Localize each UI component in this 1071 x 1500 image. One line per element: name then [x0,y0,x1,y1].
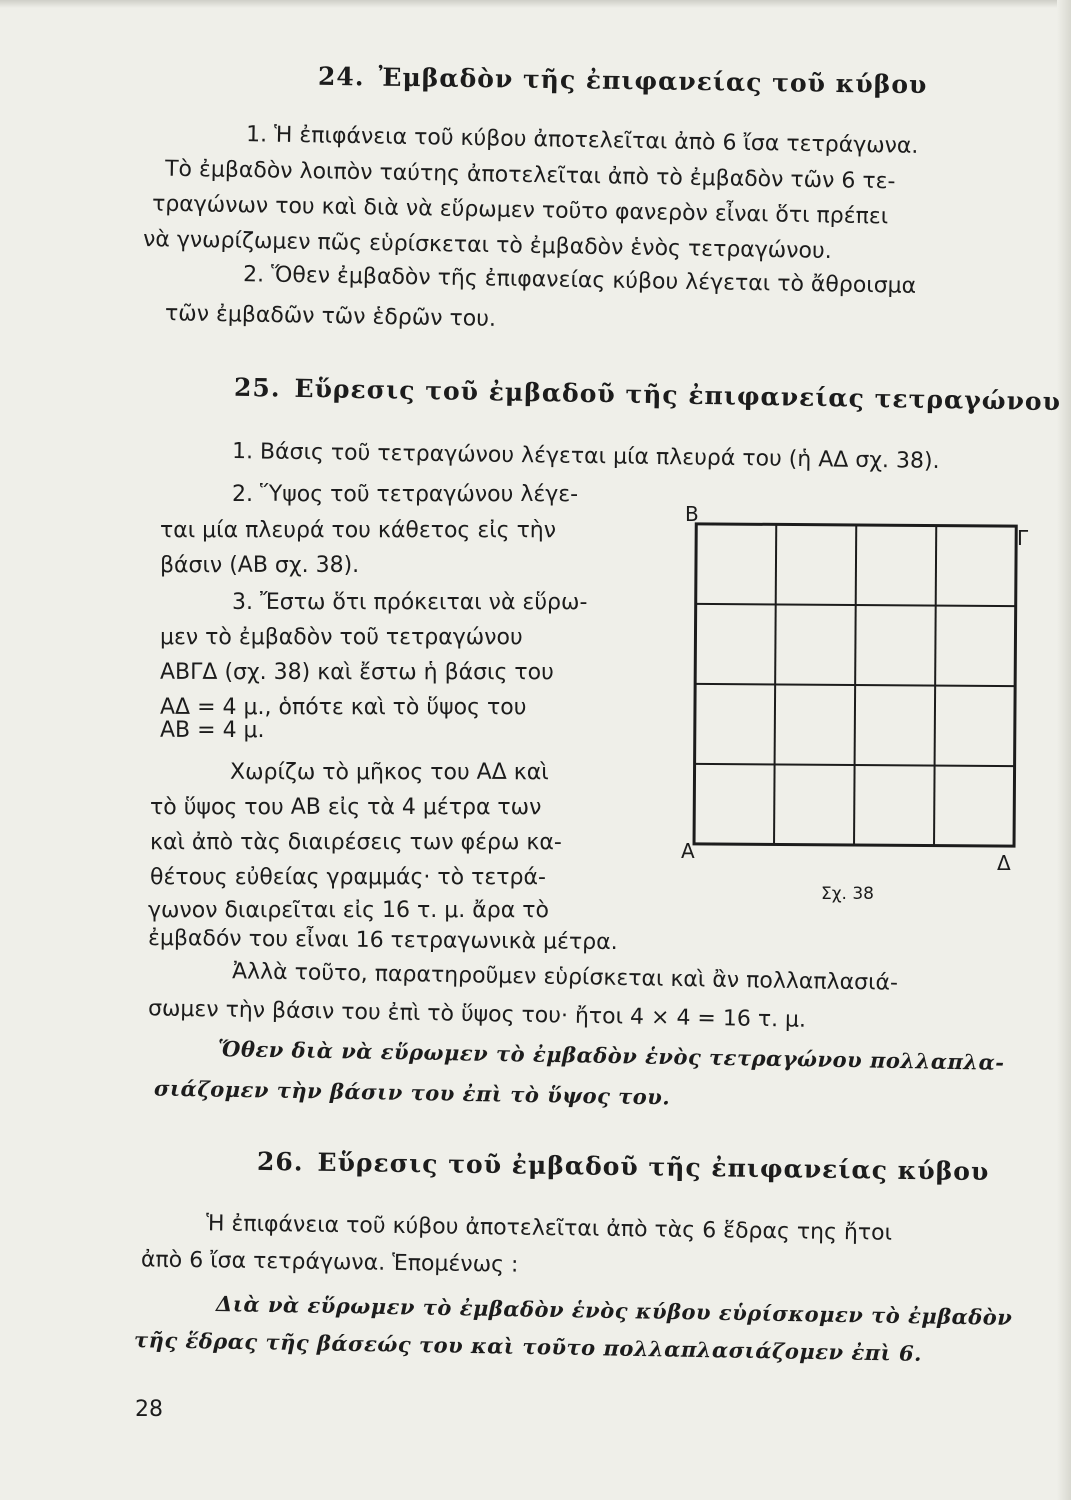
grid-square [694,524,1016,846]
page-right-edge [1057,0,1071,1500]
section-25-line-1: 1. Βάσις τοῦ τετραγώνου λέγεται μία πλευρά του (ἡ ΑΔ σχ. 38). [231,439,940,474]
section-24-line-2: Τὸ ἐμβαδὸν λοιπὸν ταύτης ἀποτελεῖται ἀπὸ τὸ ἐμβαδὸν τῶν 6 τε- [164,156,896,195]
section-25-title: Εὕρεσις τοῦ ἐμβαδοῦ τῆς ἐπιφανείας τετραγώνου [294,373,1062,417]
vertex-label-a: Α [681,839,695,863]
section-25-line-16: Ἀλλὰ τοῦτο, παρατηροῦμεν εὑρίσκεται καὶ ἂν πολλαπλασιά- [231,959,899,996]
section-25-line-11: τὸ ὕψος του ΑΒ εἰς τὰ 4 μέτρα των [150,795,542,820]
section-24-line-4: νὰ γνωρίζωμεν πῶς εὑρίσκεται τὸ ἐμβαδὸν ἑνὸς τετραγώνου. [142,226,832,265]
section-26-title: Εὕρεσις τοῦ ἐμβαδοῦ τῆς ἐπιφανείας κύβου [317,1147,990,1187]
section-25-rule-line-2: σιάζομεν τὴν βάσιν του ἐπὶ τὸ ὕψος του. [153,1075,671,1110]
section-25-line-8: ΑΔ = 4 μ., ὁπότε καὶ τὸ ὕψος του [160,695,527,720]
section-26-rule-line-2: τῆς ἕδρας τῆς βάσεώς του καὶ τοῦτο πολλαπλασιάζομεν ἐπὶ 6. [133,1327,923,1366]
grid-lines [694,524,1016,846]
section-25-line-14: γωνον διαιρεῖται εἰς 16 τ. μ. ἄρα τὸ [148,898,549,923]
section-25-line-15: ἐμβαδόν του εἶναι 16 τετραγωνικὰ μέτρα. [147,925,618,956]
section-25-line-17: σωμεν τὴν βάσιν του ἐπὶ τὸ ὕψος του· ἤτοι 4 × 4 = 16 τ. μ. [147,996,807,1033]
section-25-line-13: θέτους εὐθείας γραμμάς· τὸ τετρά- [150,865,546,890]
section-26-line-1: Ἡ ἐπιφάνεια τοῦ κύβου ἀποτελεῖται ἀπὸ τὰς 6 ἕδρας της ἤτοι [205,1211,893,1246]
vertex-label-b: Β [685,505,699,526]
section-25-line-4: βάσιν (ΑΒ σχ. 38). [160,553,360,578]
section-25-number: 25. [233,372,281,403]
section-24-line-1: 1. Ἡ ἐπιφάνεια τοῦ κύβου ἀποτελεῖται ἀπὸ 6 ἴσα τετράγωνα. [245,122,919,159]
section-24-heading [318,62,928,100]
page-number: 28 [135,1397,163,1422]
vertex-label-d: Δ [997,851,1011,875]
section-25-line-12: καὶ ἀπὸ τὰς διαιρέσεις των φέρω κα- [150,830,562,855]
section-25-line-3: ται μία πλευρά του κάθετος εἰς τὴν [160,518,557,543]
vertex-label-g: Γ [1017,526,1029,550]
grid-horizontal-line [695,684,1015,686]
section-25-line-5: 3. Ἔστω ὅτι πρόκειται νὰ εὕρω- [232,590,588,615]
section-26-number: 26. [256,1146,304,1177]
section-24-line-6: τῶν ἐμβαδῶν τῶν ἑδρῶν του. [164,301,497,332]
section-24-line-3: τραγώνων του καὶ διὰ νὰ εὕρωμεν τοῦτο φανερὸν εἶναι ὅτι πρέπει [151,191,889,230]
grid-vertical-line [934,526,936,846]
section-25-heading [234,373,1061,416]
section-25-line-10: Χωρίζω τὸ μῆκος του ΑΔ καὶ [230,760,549,785]
figure-caption: Σχ. 38 [821,884,875,904]
section-25-line-6: μεν τὸ ἐμβαδὸν τοῦ τετραγώνου [160,625,523,650]
figure-38-square-grid [675,505,1045,915]
section-25-rule-line-1: Ὅθεν διὰ νὰ εὕρωμεν τὸ ἐμβαδὸν ἑνὸς τετραγώνου πολλαπλα- [217,1036,1005,1075]
section-25-line-9: ΑΒ = 4 μ. [160,718,265,743]
section-26-heading [257,1147,990,1186]
page-top-edge [0,0,1071,8]
section-25-line-2: 2. Ὕψος τοῦ τετραγώνου λέγε- [232,482,579,507]
section-26-line-2: ἀπὸ 6 ἴσα τετράγωνα. Ἑπομένως : [140,1247,519,1278]
section-26-rule-line-1: Διὰ νὰ εὕρωμεν τὸ ἐμβαδὸν ἑνὸς κύβου εὑρίσκομεν τὸ ἐμβαδὸν [215,1291,1013,1330]
section-25-line-7: ΑΒΓΔ (σχ. 38) καὶ ἔστω ἡ βάσις του [160,660,554,685]
section-24-number: 24. [317,61,365,92]
section-24-title: Ἐμβαδὸν τῆς ἐπιφανείας τοῦ κύβου [378,62,928,100]
grid-horizontal-line [695,764,1015,766]
section-24-line-5: 2. Ὅθεν ἐμβαδὸν τῆς ἐπιφανείας κύβου λέγεται τὸ ἄθροισμα [242,262,917,299]
